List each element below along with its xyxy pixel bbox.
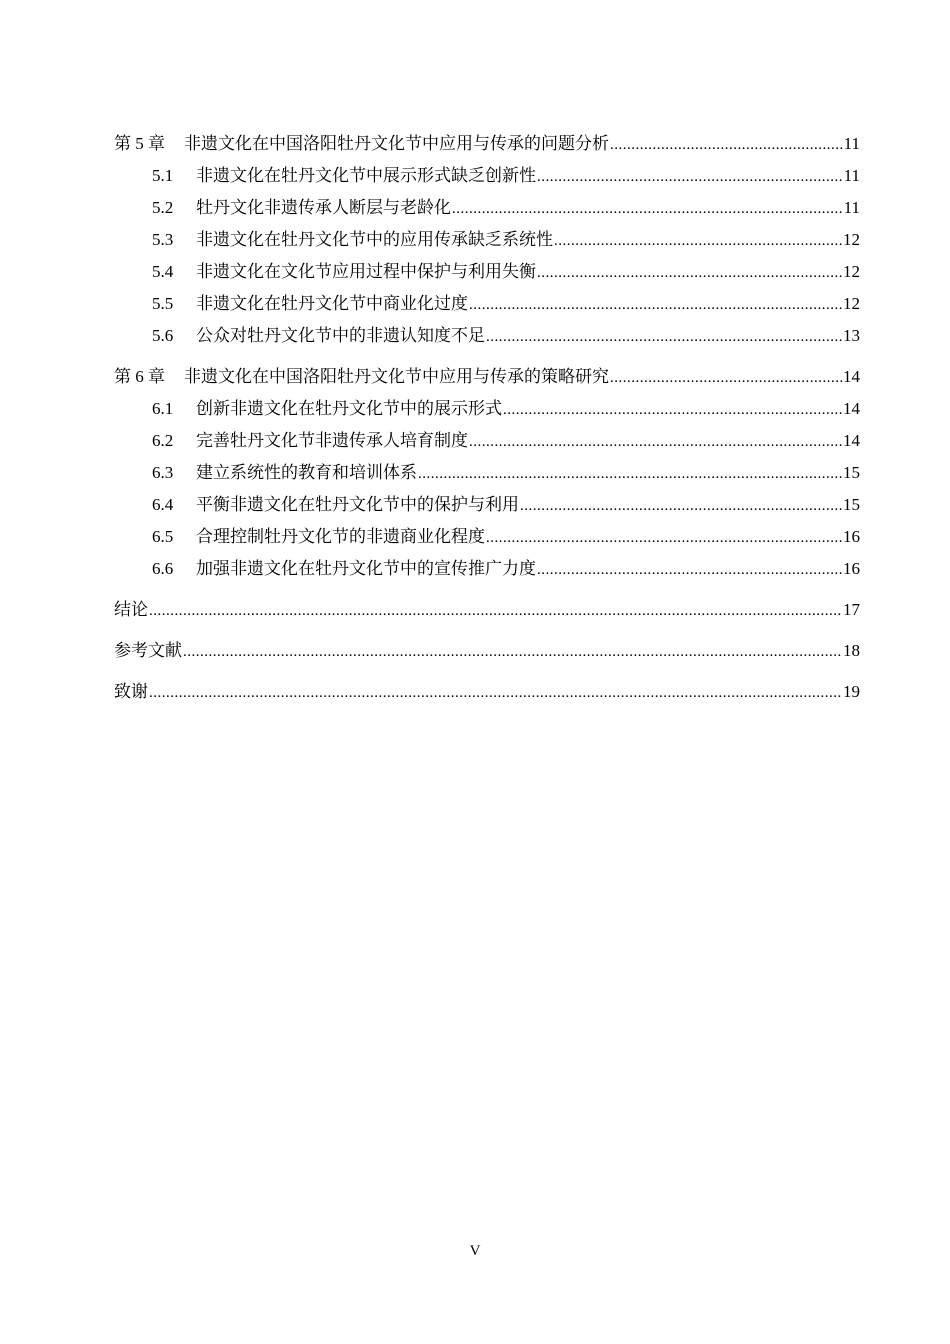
toc-chapter-title: 致谢 bbox=[114, 682, 148, 702]
toc-section-title: 牡丹文化非遗传承人断层与老龄化 bbox=[196, 198, 451, 218]
toc-chapter-6[interactable] bbox=[114, 361, 860, 393]
toc-dot-leader bbox=[503, 394, 842, 426]
toc-page-number: 15 bbox=[843, 463, 860, 482]
toc-dot-leader bbox=[486, 522, 842, 554]
toc-chapter-title: 参考文献 bbox=[114, 641, 182, 661]
toc-dot-leader bbox=[520, 490, 842, 522]
toc-section-title: 合理控制牡丹文化节的非遗商业化程度 bbox=[196, 527, 485, 547]
toc-page-number: 17 bbox=[843, 600, 860, 619]
toc-page-number: 11 bbox=[843, 166, 860, 185]
toc-dot-leader bbox=[610, 129, 843, 161]
toc-section-6-6[interactable] bbox=[114, 553, 860, 585]
toc-references[interactable] bbox=[114, 635, 860, 667]
toc-chapter-title: 结论 bbox=[114, 600, 148, 620]
toc-section-title: 完善牡丹文化节非遗传承人培育制度 bbox=[196, 431, 468, 451]
toc-section-number: 5.3 bbox=[152, 230, 174, 249]
toc-section-title: 非遗文化在牡丹文化节中展示形式缺乏创新性 bbox=[196, 166, 536, 186]
toc-section-number: 5.4 bbox=[152, 262, 174, 281]
toc-section-5-1[interactable] bbox=[114, 160, 860, 192]
toc-dot-leader bbox=[537, 257, 842, 289]
toc-chapter-title: 非遗文化在中国洛阳牡丹文化节中应用与传承的问题分析 bbox=[184, 134, 609, 154]
toc-section-number: 6.1 bbox=[152, 399, 174, 418]
toc-section-5-6[interactable] bbox=[114, 320, 860, 352]
toc-dot-leader bbox=[469, 289, 842, 321]
toc-section-number: 5.2 bbox=[152, 198, 174, 217]
toc-section-title: 创新非遗文化在牡丹文化节中的展示形式 bbox=[196, 399, 502, 419]
toc-section-number: 6.5 bbox=[152, 527, 174, 546]
toc-dot-leader bbox=[418, 458, 842, 490]
toc-page-number: 14 bbox=[843, 431, 860, 450]
toc-section-number: 5.5 bbox=[152, 294, 174, 313]
toc-page-number: 19 bbox=[843, 682, 860, 701]
toc-section-5-3[interactable] bbox=[114, 224, 860, 256]
toc-section-number: 6.3 bbox=[152, 463, 174, 482]
toc-dot-leader bbox=[554, 225, 842, 257]
toc-chapter-5[interactable] bbox=[114, 128, 860, 160]
toc-page-number: 12 bbox=[843, 294, 860, 313]
toc-section-title: 公众对牡丹文化节中的非遗认知度不足 bbox=[196, 326, 485, 346]
toc-dot-leader bbox=[486, 321, 842, 353]
toc-section-number: 5.1 bbox=[152, 166, 174, 185]
toc-conclusion[interactable] bbox=[114, 594, 860, 626]
toc-section-title: 非遗文化在牡丹文化节中商业化过度 bbox=[196, 294, 468, 314]
toc-dot-leader bbox=[537, 554, 842, 586]
toc-page-number: 16 bbox=[843, 527, 860, 546]
toc-section-5-2[interactable] bbox=[114, 192, 860, 224]
toc-section-5-4[interactable] bbox=[114, 256, 860, 288]
toc-page-number: 12 bbox=[843, 262, 860, 281]
toc-acknowledgements[interactable] bbox=[114, 676, 860, 708]
toc-dot-leader bbox=[149, 677, 842, 709]
toc-page-number: 14 bbox=[843, 399, 860, 418]
toc-dot-leader bbox=[183, 636, 842, 668]
toc-page-number: 15 bbox=[843, 495, 860, 514]
toc-section-6-3[interactable] bbox=[114, 457, 860, 489]
table-of-contents bbox=[114, 128, 860, 708]
toc-section-6-1[interactable] bbox=[114, 393, 860, 425]
toc-page-number: 16 bbox=[843, 559, 860, 578]
toc-dot-leader bbox=[149, 595, 842, 627]
toc-page-number: 13 bbox=[843, 326, 860, 345]
toc-dot-leader bbox=[610, 362, 842, 394]
toc-section-6-2[interactable] bbox=[114, 425, 860, 457]
toc-chapter-number: 第 6 章 bbox=[114, 367, 165, 386]
toc-page-number: 11 bbox=[843, 134, 860, 153]
toc-section-number: 6.2 bbox=[152, 431, 174, 450]
toc-section-title: 非遗文化在牡丹文化节中的应用传承缺乏系统性 bbox=[196, 230, 553, 250]
toc-page-number: 11 bbox=[843, 198, 860, 217]
toc-section-number: 6.6 bbox=[152, 559, 174, 578]
toc-section-number: 5.6 bbox=[152, 326, 174, 345]
toc-section-6-4[interactable] bbox=[114, 489, 860, 521]
toc-page-number: 14 bbox=[843, 367, 860, 386]
toc-page-number: 18 bbox=[843, 641, 860, 660]
toc-section-title: 非遗文化在文化节应用过程中保护与利用失衡 bbox=[196, 262, 536, 282]
toc-section-title: 平衡非遗文化在牡丹文化节中的保护与利用 bbox=[196, 495, 519, 515]
toc-section-number: 6.4 bbox=[152, 495, 174, 514]
toc-section-6-5[interactable] bbox=[114, 521, 860, 553]
toc-dot-leader bbox=[537, 161, 843, 193]
toc-section-5-5[interactable] bbox=[114, 288, 860, 320]
page-footer-number: V bbox=[469, 1243, 481, 1259]
toc-dot-leader bbox=[469, 426, 842, 458]
toc-dot-leader bbox=[452, 193, 843, 225]
toc-chapter-title: 非遗文化在中国洛阳牡丹文化节中应用与传承的策略研究 bbox=[184, 367, 609, 387]
toc-section-title: 建立系统性的教育和培训体系 bbox=[196, 463, 417, 483]
toc-chapter-number: 第 5 章 bbox=[114, 134, 165, 153]
toc-section-title: 加强非遗文化在牡丹文化节中的宣传推广力度 bbox=[196, 559, 536, 579]
toc-page-number: 12 bbox=[843, 230, 860, 249]
